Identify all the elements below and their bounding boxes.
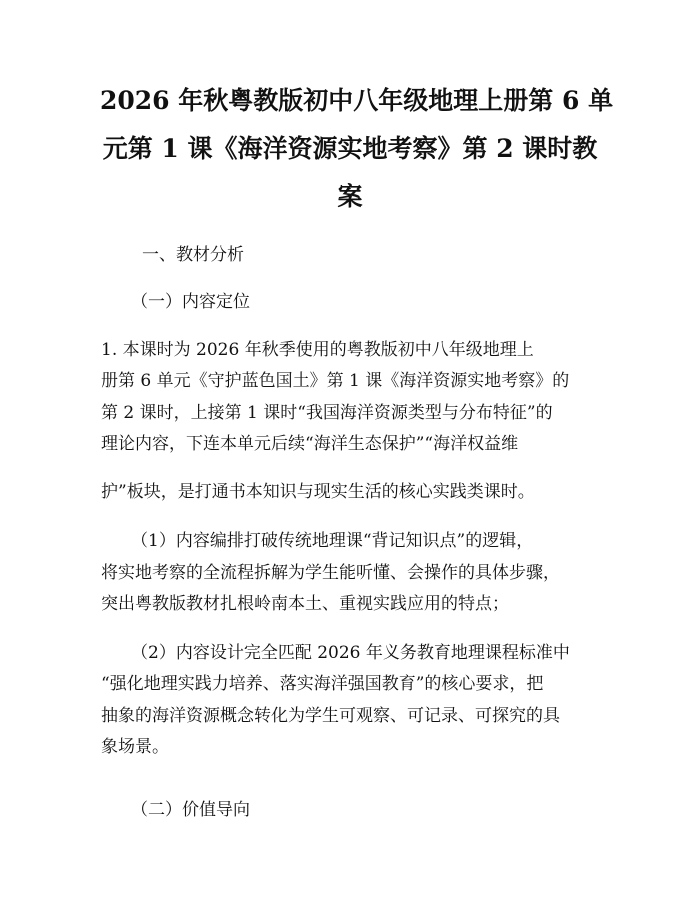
paragraph-2-line-3: 突出粤教版教材扎根岭南本土、重视实践应用的特点； <box>101 594 509 614</box>
section-heading-teaching-material-analysis: 一、教材分析 <box>142 245 244 265</box>
document-title-line-1: 2026 年秋粤教版初中八年级地理上册第 6 单 <box>100 86 614 115</box>
paragraph-3-line-4: 象场景。 <box>101 737 169 757</box>
document-title-line-2: 元第 1 课《海洋资源实地考察》第 2 课时教 <box>102 134 598 163</box>
paragraph-2-line-2: 将实地考察的全流程拆解为学生能听懂、会操作的具体步骤， <box>101 563 560 583</box>
paragraph-1-line-1: 1. 本课时为 2026 年秋季使用的粤教版初中八年级地理上 <box>101 340 534 360</box>
paragraph-3-line-3: 抽象的海洋资源概念转化为学生可观察、可记录、可探究的具 <box>101 706 560 726</box>
subsection-heading-content-positioning: （一）内容定位 <box>131 292 250 312</box>
paragraph-1-line-4: 理论内容，下连本单元后续“海洋生态保护”“海洋权益维 <box>101 434 519 454</box>
paragraph-2-line-1: （1）内容编排打破传统地理课“背记知识点”的逻辑， <box>131 531 534 551</box>
subsection-heading-value-orientation: （二）价值导向 <box>131 800 250 820</box>
paragraph-1-line-5: 护”板块，是打通书本知识与现实生活的核心实践类课时。 <box>101 482 535 502</box>
document-title-line-3: 案 <box>337 182 363 211</box>
paragraph-3-line-1: （2）内容设计完全匹配 2026 年义务教育地理课程标准中 <box>131 643 570 663</box>
paragraph-1-line-2: 册第 6 单元《守护蓝色国土》第 1 课《海洋资源实地考察》的 <box>101 371 570 391</box>
paragraph-3-line-2: “强化地理实践力培养、落实海洋强国教育”的核心要求，把 <box>101 674 544 694</box>
paragraph-1-line-3: 第 2 课时，上接第 1 课时“我国海洋资源类型与分布特征”的 <box>101 403 553 423</box>
